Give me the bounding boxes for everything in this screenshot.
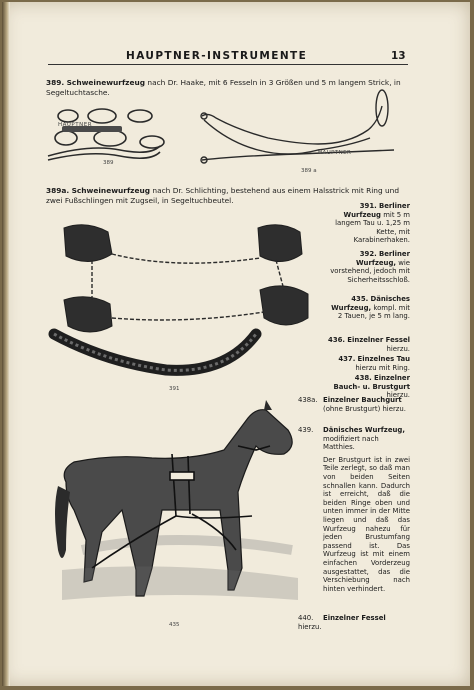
- figure-435-caption: 435: [169, 622, 180, 628]
- entry-439: 439. Dänisches Wurfzeug, modifiziert nach Matthies. Der Brustgurt ist in zwei Teile zerlegt, so daß man von beiden Seiten schnallen kann. Dadurch ist erreicht, daß die beiden Ringe oben und unten immer in der Mitte liegen und daß das Wurfzeug nahezu für jeden Brustumfang passend ist. Das Wurfzeug ist mit einem einfachen Vorderzeug ausgestattet, das die Verschiebung nach hinten verhindert.: [298, 426, 410, 593]
- entry-435-text: kompl. mit 2 Tauen, je 5 m lang.: [337, 303, 410, 321]
- entry-392-text: wie vorstehend, jedoch mit Sicherheitsschloß.: [330, 258, 410, 284]
- figure-391-berliner-wurfzeug: [46, 214, 326, 384]
- entry-439-body: Der Brustgurt ist in zwei Teile zerlegt, so daß man von beiden Seiten schnallen kann. Dadurch ist erreicht, daß die beiden Ringe oben und unten immer in der Mitte liegen und daß das Wurfzeug nahezu für jeden Brustumfang passend ist. Das Wurfzeug ist mit einem einfachen Vorderzeug ausgestattet, das die Verschiebung nach hinten verhindert.: [323, 455, 410, 593]
- entry-389-title: Schweinewurfzeug: [66, 78, 146, 87]
- entry-439-title: Dänisches Wurfzeug,: [323, 426, 405, 434]
- figure-389-caption: 389: [103, 160, 114, 166]
- entry-392-title: Berliner Wurfzeug,: [355, 250, 410, 267]
- figure-389a-caption: 389 a: [301, 168, 317, 174]
- entry-438-title: Einzelner Bauch- u. Brustgurt: [333, 374, 410, 391]
- entry-439-subtitle: modifiziert nach Matthies.: [323, 434, 379, 452]
- entry-437: 437. Einzelnes Tau hierzu mit Ring.: [338, 355, 410, 372]
- entry-438: 438. Einzelner Bauch- u. Brustgurt hierzu.: [333, 374, 410, 400]
- entry-389-text: nach Dr. Haake, mit 6 Fesseln in 3 Größen und 5 m langem Strick, in Segeltuchtasche.: [46, 78, 401, 97]
- entry-438-text: hierzu.: [386, 391, 410, 400]
- entry-437-text: hierzu mit Ring.: [355, 363, 410, 372]
- entry-438a-title: Einzelner Bauchgurt: [323, 396, 402, 404]
- entry-391-text: mit 5 m langem Tau u. 1,25 m Kette, mit Karabinerhaken.: [335, 210, 410, 245]
- entry-389a-text: nach Dr. Schlichting, bestehend aus einem Halsstrick mit Ring und zwei Fußschlingen mit Zugseil, in Segeltuchbeutel.: [46, 186, 400, 205]
- entry-438a-text: (ohne Brustgurt) hierzu.: [323, 404, 406, 413]
- entry-437-title: Einzelnes Tau: [357, 355, 410, 363]
- entry-389a: 389a. Schweinewurfzeug nach Dr. Schlichting, bestehend aus einem Halsstrick mit Ring und zwei Fußschlingen mit Zugseil, in Segeltuchbeutel.: [46, 186, 400, 205]
- figure-391-caption: 391: [169, 386, 180, 392]
- entry-435-title: Dänisches Wurfzeug,: [331, 295, 410, 312]
- figure-389a-brand-label: HAUPTNER: [318, 150, 352, 156]
- figure-389a-pig-rope: [198, 86, 408, 176]
- figure-435-horse-harness: [52, 400, 302, 620]
- catalog-page: [2, 2, 470, 686]
- entry-389: 389. Schweinewurfzeug nach Dr. Haake, mit 6 Fesseln in 3 Größen und 5 m langem Strick, in Segeltuchtasche.: [46, 78, 401, 97]
- entry-435: 435. Dänisches Wurfzeug, kompl. mit 2 Tauen, je 5 m lang.: [331, 295, 410, 321]
- entry-389a-title: Schweinewurfzeug: [71, 186, 151, 195]
- entry-436-title: Einzelner Fessel: [347, 336, 410, 344]
- header-rule: [48, 64, 408, 65]
- entry-391: 391. Berliner Wurfzeug mit 5 m langem Tau u. 1,25 m Kette, mit Karabinerhaken.: [335, 202, 410, 245]
- entry-440: 440. Einzelner Fessel hierzu.: [298, 614, 386, 631]
- entry-440-text: hierzu.: [298, 622, 322, 631]
- entry-440-title: Einzelner Fessel: [323, 614, 386, 622]
- entry-438a: 438a. Einzelner Bauchgurt (ohne Brustgurt) hierzu.: [298, 396, 410, 413]
- page-header-title: HAUPTNER-INSTRUMENTE: [126, 50, 308, 62]
- page-binding-edge: [2, 2, 10, 686]
- entry-391-title: Berliner Wurfzeug: [343, 202, 410, 219]
- figure-brand-label: HAUPTNER: [58, 122, 93, 128]
- page-number: 13: [391, 50, 406, 62]
- entry-436: 436. Einzelner Fessel hierzu.: [328, 336, 410, 353]
- entry-392: 392. Berliner Wurfzeug, wie vorstehend, jedoch mit Sicherheitsschloß.: [330, 250, 410, 284]
- entry-436-text: hierzu.: [386, 344, 410, 353]
